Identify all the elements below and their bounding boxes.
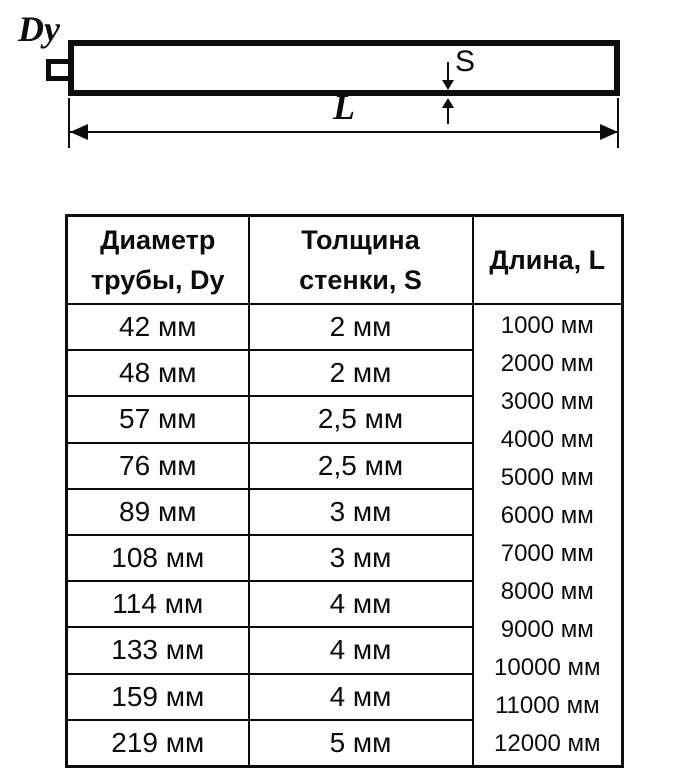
thickness-cell: 2,5 мм (249, 443, 473, 489)
length-item: 7000 мм (500, 540, 594, 567)
diameter-cell: 108 мм (67, 535, 249, 581)
length-cell (473, 304, 623, 767)
diameter-cell: 42 мм (67, 304, 249, 350)
pipe-length-label: L (333, 87, 355, 127)
thickness-cell: 3 мм (249, 535, 473, 581)
wall-thickness-arrow-stem-top (447, 62, 449, 81)
diameter-cell: 219 мм (67, 720, 249, 767)
thickness-cell: 4 мм (249, 674, 473, 720)
header-thickness-line1: Толщина (301, 225, 420, 255)
pipe-drawing (0, 0, 681, 192)
length-item: 10000 мм (494, 654, 601, 681)
header-thickness (249, 216, 473, 305)
diameter-cell: 159 мм (67, 674, 249, 720)
length-item: 5000 мм (500, 464, 594, 491)
thickness-cell: 5 мм (249, 720, 473, 767)
length-item: 3000 мм (500, 388, 594, 415)
thickness-cell: 2,5 мм (249, 396, 473, 442)
thickness-cell: 2 мм (249, 350, 473, 396)
header-diameter-line1: Диаметр (100, 225, 216, 255)
diameter-cell: 133 мм (67, 627, 249, 673)
thickness-cell: 4 мм (249, 627, 473, 673)
length-arrow-right-icon (600, 124, 618, 140)
length-list (474, 305, 622, 765)
header-diameter-line2: трубы, Dy (90, 265, 225, 295)
length-item: 9000 мм (500, 616, 594, 643)
diameter-cell: 76 мм (67, 443, 249, 489)
diameter-cell: 48 мм (67, 350, 249, 396)
length-item: 1000 мм (500, 312, 594, 339)
pipe-diameter-label: Dy (18, 9, 60, 49)
length-item: 6000 мм (500, 502, 594, 529)
header-length: Длина, L (473, 216, 623, 305)
diameter-cell: 89 мм (67, 489, 249, 535)
header-thickness-line2: стенки, S (299, 265, 422, 295)
pipe-spec-table (65, 214, 624, 768)
diameter-cell: 114 мм (67, 581, 249, 627)
wall-thickness-label: S (455, 45, 476, 78)
length-arrow-left-icon (70, 124, 88, 140)
thickness-cell: 4 мм (249, 581, 473, 627)
length-item: 8000 мм (500, 578, 594, 605)
header-diameter (67, 216, 249, 305)
length-item: 4000 мм (500, 426, 594, 453)
header-row (67, 216, 623, 305)
length-item: 12000 мм (494, 730, 601, 757)
length-item: 11000 мм (494, 692, 600, 719)
length-item: 2000 мм (500, 350, 594, 377)
table-row (67, 304, 623, 350)
length-dimension-line (70, 131, 618, 133)
diameter-cell: 57 мм (67, 396, 249, 442)
thickness-cell: 3 мм (249, 489, 473, 535)
thickness-cell: 2 мм (249, 304, 473, 350)
